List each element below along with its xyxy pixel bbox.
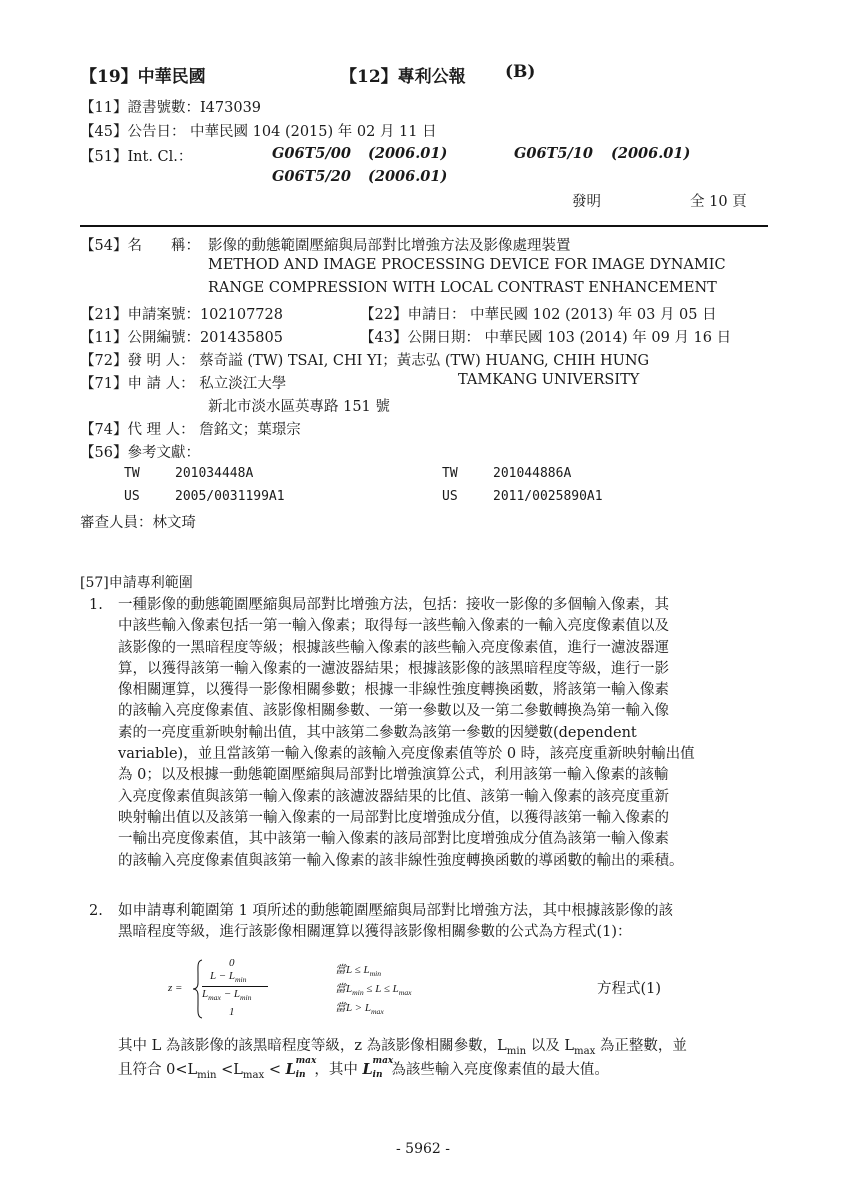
claim-2-text (118, 901, 773, 944)
doc-type-heading: 【12】專利公報 (340, 67, 466, 87)
applicant: 【71】申 請 人： 私立淡江大學 (80, 376, 287, 392)
publication-number: 【11】公開編號：201435805 (80, 330, 283, 346)
page-number: - 5962 - (396, 1141, 450, 1157)
l-in-max-symbol: L max in (285, 1056, 317, 1080)
claim-line: 素的一亮度重新映射輸出值，其中該第二參數為該第一參數的因變數(dependent (118, 724, 637, 741)
claim-line: 如申請專利範圍第 1 項所述的動態範圍壓縮與局部對比增強方法，其中根據該影像的該 (118, 903, 673, 919)
applicant-address: 新北市淡水區英專路 151 號 (208, 399, 390, 415)
claims-heading: [57]申請專利範圍 (80, 575, 193, 591)
claim-line: 算，以獲得該第一輸入像素的一濾波器結果；根據該影像的該黑暗程度等級，進行一影 (118, 660, 669, 677)
claim-line: 入亮度像素值與該第一輸入像素的該濾波器結果的比值、該第一輸入像素的該亮度重新 (118, 788, 669, 805)
claim-1-text (118, 595, 773, 872)
reference-number: 2011/0025890A1 (493, 489, 603, 504)
ipc-version: (2006.01) (368, 168, 448, 185)
kind-code: (B) (505, 62, 536, 82)
reference-country: US (442, 489, 458, 504)
fraction-bar (202, 986, 268, 987)
publication-open-date: 【43】公開日期： 中華民國 103 (2014) 年 09 月 16 日 (360, 330, 732, 346)
claim-line: 一輸出亮度像素值，其中該第一輸入像素的該局部對比度增強成分值為該第一輸入像素 (118, 831, 669, 848)
claim-line: 的該輸入亮度像素值、該影像相關參數、一第一參數以及一第二參數轉換為第一輸入像 (118, 703, 669, 720)
application-date: 【22】申請日： 中華民國 102 (2013) 年 03 月 05 日 (360, 307, 717, 323)
title-label: 【54】名 稱： (80, 238, 200, 254)
ipc-code: G06T5/20 (272, 168, 351, 185)
equation-label: 方程式(1) (597, 981, 662, 997)
case-one: 1 (229, 1006, 235, 1018)
formula-explanation-line: 其中 L 為該影像的該黑暗程度等級，z 為該影像相關參數，$L_{min}$ 以及 $L_{max}$ 為正整數，並 (118, 1038, 687, 1057)
patent-category: 發明 (572, 194, 601, 210)
reference-number: 201034448A (175, 466, 254, 481)
ipc-version: (2006.01) (368, 145, 448, 162)
applicant-english: TAMKANG UNIVERSITY (458, 372, 640, 388)
claim-line: 的該輸入亮度像素值與該第一輸入像素的該非線性強度轉換函數的導函數的輸出的乘積。 (118, 852, 684, 869)
certificate-number: 【11】證書號數：I473039 (80, 100, 262, 116)
formula-explanation-line: 且符合 $0<L_{min} <L_{max} < L$ max in ，其中 L max in 為該些輸入亮度像素值的最大值。 (118, 1056, 609, 1081)
claim-line: 中該些輸入像素包括一第一輸入像素；取得每一該些輸入像素的一輸入亮度像素值以及 (118, 618, 669, 635)
reference-country: TW (124, 466, 140, 481)
claim-line: 黑暗程度等級，進行該影像相關運算以獲得該影像相關參數的公式為方程式(1)： (118, 924, 632, 941)
equation-lhs: z = (168, 982, 183, 994)
claim-number: 1. (89, 597, 103, 613)
page-count: 全 10 頁 (690, 194, 747, 210)
publication-date: 【45】公告日： 中華民國 104 (2015) 年 02 月 11 日 (80, 124, 437, 140)
condition-2: 當$L_{min} \le L \le L_{max}$ (335, 983, 412, 998)
int-cl-label: 【51】Int. Cl.： (80, 149, 193, 165)
condition-3: 當$L > L_{max}$ (335, 1002, 384, 1017)
claim-line: 為 0；以及根據一動態範圍壓縮與局部對比增強演算公式，利用該第一輸入像素的該輸 (118, 767, 669, 784)
inventors: 【72】發 明 人： 蔡奇謚 (TW) TSAI, CHI YI；黃志弘 (TW) HUANG, CHIH HUNG (80, 353, 650, 369)
country-heading: 【19】中華民國 (80, 67, 206, 87)
application-number: 【21】申請案號：102107728 (80, 307, 283, 323)
ipc-code: G06T5/00 (272, 145, 351, 162)
l-in-max-symbol: L max in (362, 1056, 394, 1080)
claim-line: 該影像的一黑暗程度等級；根據該些輸入像素的該些輸入亮度像素值，進行一濾波器運 (118, 639, 669, 656)
case-zero: 0 (229, 957, 235, 969)
agents: 【74】代 理 人： 詹銘文；葉璟宗 (80, 422, 301, 438)
title-english-line: RANGE COMPRESSION WITH LOCAL CONTRAST ENHANCEMENT (208, 280, 717, 296)
reference-number: 2005/0031199A1 (175, 489, 285, 504)
title-english-line: METHOD AND IMAGE PROCESSING DEVICE FOR IMAGE DYNAMIC (208, 257, 726, 273)
claim-number: 2. (89, 903, 103, 919)
ipc-version: (2006.01) (611, 145, 691, 162)
section-divider (80, 225, 768, 227)
reference-number: 201044886A (493, 466, 572, 481)
examiner: 審查人員：林文琦 (80, 515, 196, 531)
claim-line: variable)，並且當該第一輸入像素的該輸入亮度像素值等於 0 時，該亮度重新映射輸出值 (118, 746, 695, 763)
case-denominator: $L_{max} - L_{min}$ (202, 988, 252, 1003)
case-numerator: $L - L_{min}$ (210, 970, 247, 985)
claim-line: 一種影像的動態範圍壓縮與局部對比增強方法，包括：接收一影像的多個輸入像素，其 (118, 597, 669, 613)
references-label: 【56】參考文獻： (80, 445, 200, 461)
ipc-code: G06T5/10 (514, 145, 593, 162)
claim-line: 映射輸出值以及該第一輸入像素的一局部對比度增強成分值，以獲得該第一輸入像素的 (118, 809, 669, 826)
condition-1: 當$L \le L_{min}$ (335, 964, 382, 979)
reference-country: US (124, 489, 140, 504)
title-chinese: 影像的動態範圍壓縮與局部對比增強方法及影像處理裝置 (208, 238, 571, 254)
claim-line: 像相關運算，以獲得一影像相關參數；根據一非線性強度轉換函數，將該第一輸入像素 (118, 682, 669, 699)
reference-country: TW (442, 466, 458, 481)
